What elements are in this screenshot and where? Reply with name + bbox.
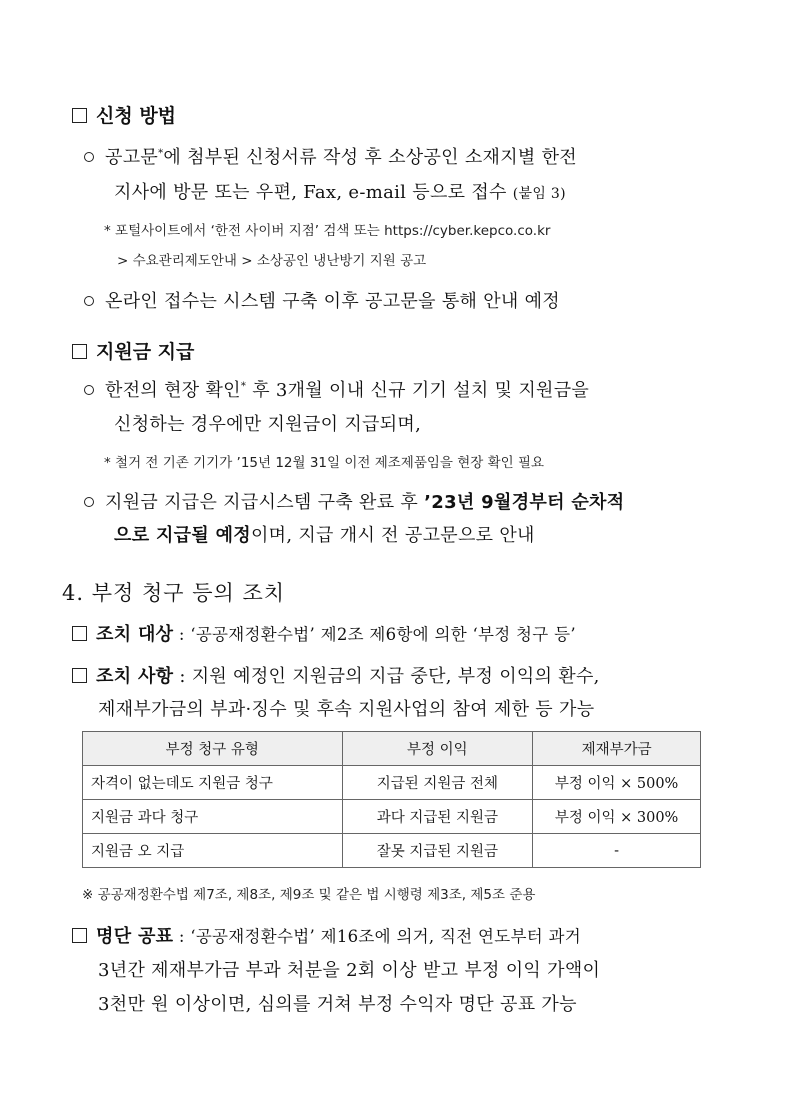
section-application-method: [72, 101, 176, 128]
circle-bullet-icon: [84, 296, 94, 306]
table-cell: 지원금 과다 청구: [83, 800, 343, 834]
bullet-site-check: 한전의 현장 확인* 후 3개월 이내 신규 기기 설치 및 지원금을: [84, 376, 589, 402]
item-action-line2: 제재부가금의 부과·징수 및 후속 지원사업의 참여 제한 등 가능: [98, 699, 595, 720]
checkbox-square-icon: [72, 928, 87, 943]
table-cell: 자격이 없는데도 지원금 청구: [83, 766, 343, 800]
circle-bullet-icon: [84, 497, 94, 507]
circle-bullet-icon: [84, 152, 94, 162]
table-cell: 잘못 지급된 지원금: [342, 834, 533, 868]
section-heading-fraud: 4. 부정 청구 등의 조치: [62, 581, 286, 605]
fraud-table: [82, 731, 701, 868]
bullet-payment-schedule: 지원금 지급은 지급시스템 구축 완료 후 ’23년 9월경부터 순차적: [84, 488, 624, 514]
table-header: 부정 청구 유형: [83, 732, 343, 766]
table-cell: 부정 이익 × 300%: [533, 800, 701, 834]
bullet-application: 공고문*에 첨부된 신청서류 작성 후 소상공인 소재지별 한전: [84, 143, 702, 169]
table-header-row: [83, 732, 701, 766]
table-cell: 부정 이익 × 500%: [533, 766, 701, 800]
bullet-site-check-line2: 신청하는 경우에만 지원금이 지급되며,: [114, 414, 422, 435]
table-note: ※ 공공재정환수법 제7조, 제8조, 제9조 및 같은 법 시행령 제3조, 제5조 준용: [82, 887, 536, 903]
bullet-online: 온라인 접수는 시스템 구축 이후 공고문을 통해 안내 예정: [84, 287, 560, 313]
item-disclosure-line2: 3년간 제재부가금 부과 처분을 2회 이상 받고 부정 이익 가액이: [98, 960, 601, 981]
bullet-application-line2: 지사에 방문 또는 우편, Fax, e-mail 등으로 접수 (붙임 3): [114, 182, 566, 203]
section-subsidy-payment: [72, 337, 194, 364]
table-row: [83, 800, 701, 834]
checkbox-square-icon: [72, 108, 87, 123]
note-portal-path: > 수요관리제도안내 > 소상공인 냉난방기 지원 공고: [117, 253, 427, 269]
item-disclosure-line3: 3천만 원 이상이면, 심의를 거쳐 부정 수익자 명단 공표 가능: [98, 994, 577, 1015]
table-header: 부정 이익: [342, 732, 533, 766]
table-cell: 과다 지급된 지원금: [342, 800, 533, 834]
table-cell: 지급된 지원금 전체: [342, 766, 533, 800]
table-row: [83, 766, 701, 800]
section-title: 지원금 지급: [96, 341, 195, 363]
item-target: 조치 대상 : ‘공공재정환수법’ 제2조 제6항에 의한 ‘부정 청구 등’: [72, 620, 576, 646]
bullet-payment-schedule-line2: 으로 지급될 예정이며, 지급 개시 전 공고문으로 안내: [114, 525, 535, 546]
item-action: 조치 사항 : 지원 예정인 지원금의 지급 중단, 부정 이익의 환수,: [72, 662, 600, 688]
item-disclosure: 명단 공표 : ‘공공재정환수법’ 제16조에 의거, 직전 연도부터 과거: [72, 922, 581, 948]
table-cell: 지원금 오 지급: [83, 834, 343, 868]
note-portal: * 포털사이트에서 ‘한전 사이버 지점’ 검색 또는 https://cyber.kepco.co.kr: [104, 223, 551, 239]
checkbox-square-icon: [72, 668, 87, 683]
table-row: [83, 834, 701, 868]
section-title: 신청 방법: [96, 105, 177, 127]
table-cell: -: [533, 834, 701, 868]
circle-bullet-icon: [84, 385, 94, 395]
checkbox-square-icon: [72, 344, 87, 359]
table-header: 제재부가금: [533, 732, 701, 766]
note-old-device: * 철거 전 기존 기기가 ’15년 12월 31일 이전 제조제품임을 현장 확인 필요: [104, 455, 545, 471]
checkbox-square-icon: [72, 626, 87, 641]
